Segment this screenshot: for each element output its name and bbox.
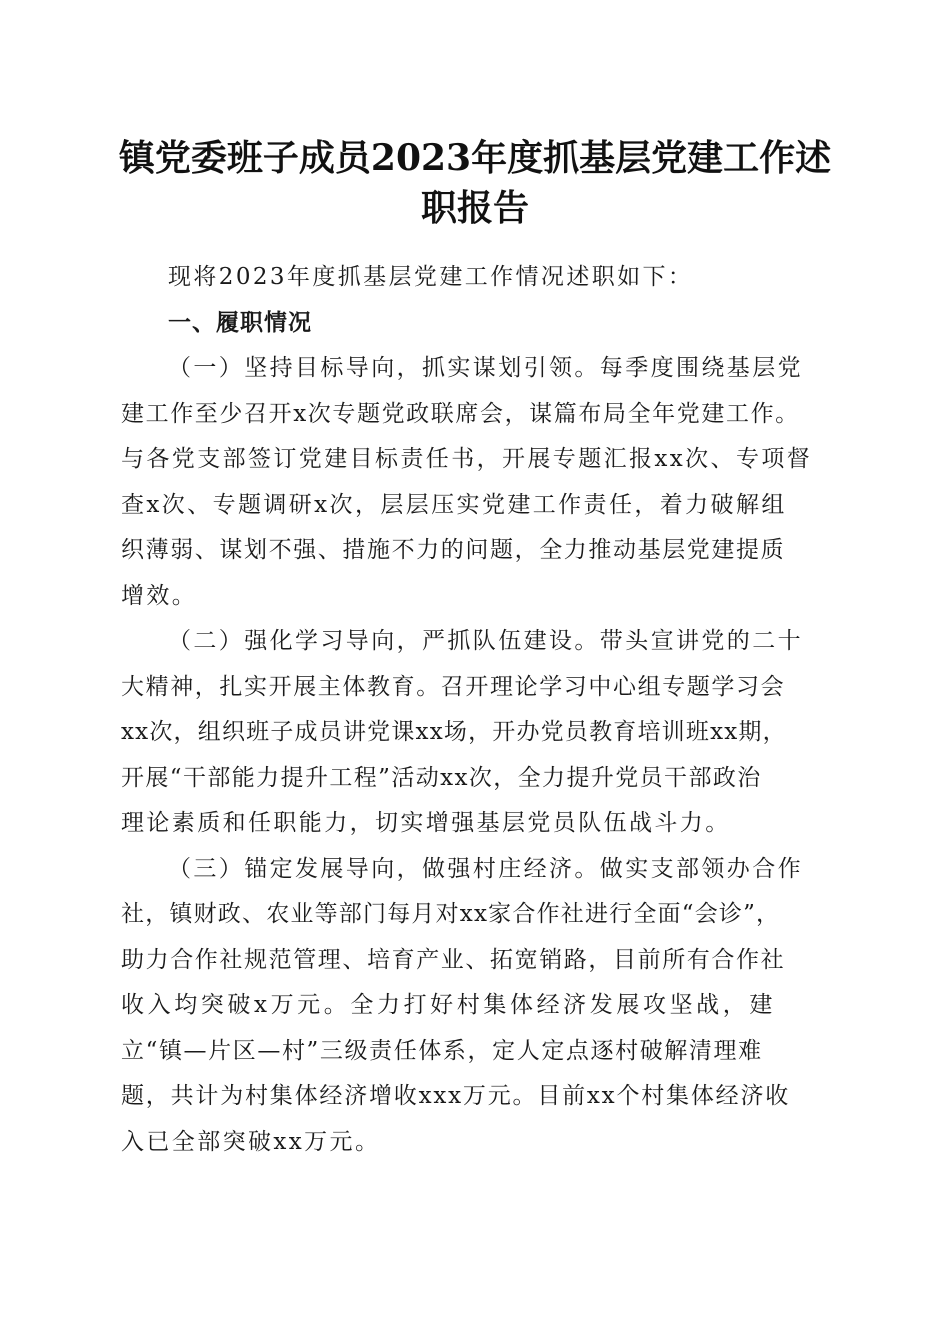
paragraph-1 xyxy=(121,346,833,619)
title-line-2: 职报告 xyxy=(420,187,529,229)
paragraph-line: 入已全部突破xx万元。 xyxy=(121,1128,381,1155)
title-line-1: 镇党委班子成员2023年度抓基层党建工作述 xyxy=(118,137,832,179)
paragraph-line: （一）坚持目标导向，抓实谋划引领。每季度围绕基层党 xyxy=(168,355,803,381)
paragraph-line: 理论素质和任职能力，切实增强基层党员队伍战斗力。 xyxy=(121,810,731,836)
section-heading: 一、履职情况 xyxy=(168,309,312,336)
paragraph-line: 与各党支部签订党建目标责任书，开展专题汇报xx次、专项督 xyxy=(121,446,813,472)
paragraph-line: 查x次、专题调研x次，层层压实党建工作责任，着力破解组 xyxy=(121,491,787,518)
paragraph-line: 增效。 xyxy=(121,582,198,609)
document-body xyxy=(121,255,833,1165)
paragraph-line: 大精神，扎实开展主体教育。召开理论学习中心组专题学习会 xyxy=(121,673,786,700)
paragraph-2 xyxy=(121,619,833,847)
paragraph-line: 收入均突破x万元。全力打好村集体经济发展攻坚战，建 xyxy=(121,992,776,1018)
paragraph-line: 社，镇财政、农业等部门每月对xx家合作社进行全面“会诊”， xyxy=(121,901,781,927)
paragraph-line: （二）强化学习导向，严抓队伍建设。带头宣讲党的二十 xyxy=(168,628,803,654)
document-title xyxy=(110,133,840,233)
paragraph-line: 立“镇—片区—村”三级责任体系，定人定点逐村破解清理难 xyxy=(121,1037,763,1064)
paragraph-line: （三）锚定发展导向，做强村庄经济。做实支部领办合作 xyxy=(168,855,803,882)
paragraph-line: 织薄弱、谋划不强、措施不力的问题，全力推动基层党建提质 xyxy=(121,537,786,563)
paragraph-line: 题，共计为村集体经济增收xxx万元。目前xx个村集体经济收 xyxy=(121,1083,791,1109)
paragraph-line: 建工作至少召开x次专题党政联席会，谋篇布局全年党建工作。 xyxy=(121,400,800,427)
paragraph-line: xx次，组织班子成员讲党课xx场，开办党员教育培训班xx期， xyxy=(121,719,787,745)
paragraph-3 xyxy=(121,847,833,1166)
intro-text: 现将2023年度抓基层党建工作情况述职如下： xyxy=(168,264,694,290)
paragraph-line: 助力合作社规范管理、培育产业、拓宽销路，目前所有合作社 xyxy=(121,946,786,973)
paragraph-line: 开展“干部能力提升工程”活动xx次，全力提升党员干部政治 xyxy=(121,764,762,791)
